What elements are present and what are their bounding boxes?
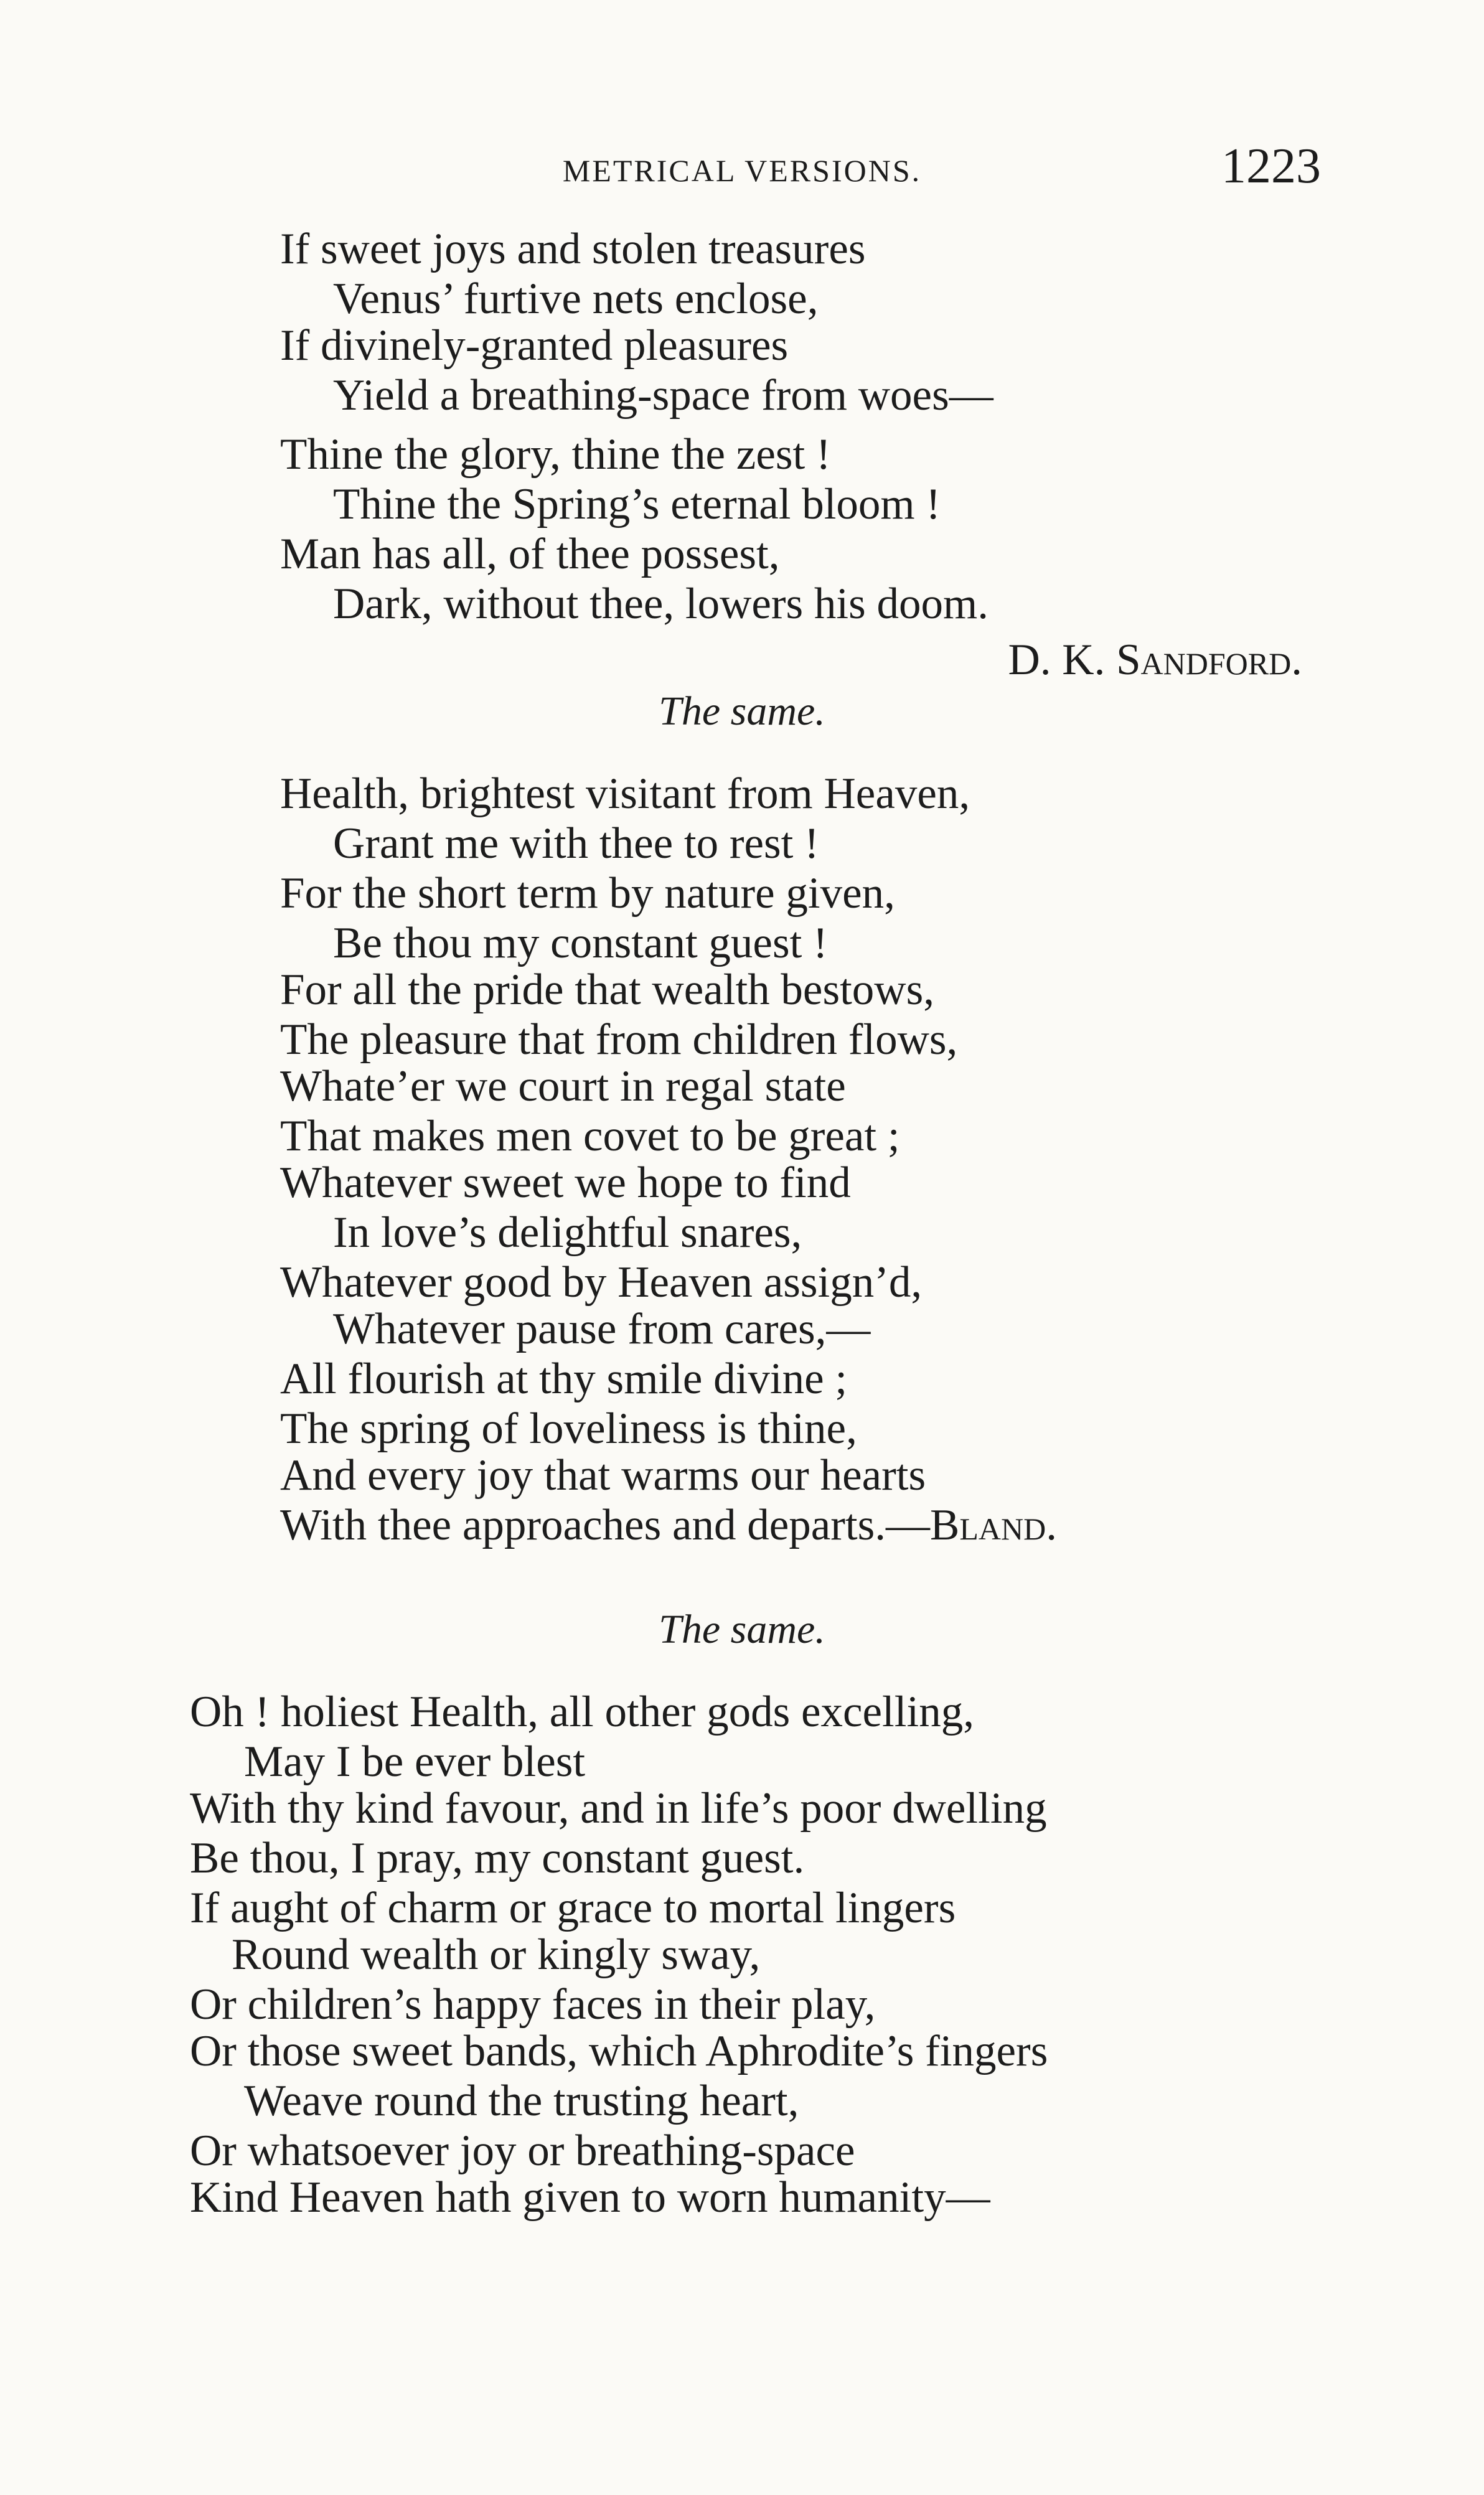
- verse-line: Whatever pause from cares,—: [333, 1305, 871, 1353]
- attribution-bland: Bland.: [930, 1501, 1057, 1549]
- verse-line: With thy kind favour, and in life’s poor dwelling: [190, 1784, 1047, 1833]
- verse-line: Yield a breathing-space from woes—: [333, 371, 993, 420]
- verse-line: May I be ever blest: [244, 1737, 586, 1786]
- verse-line: Oh ! holiest Health, all other gods excelling,: [190, 1688, 974, 1736]
- verse-line: Or children’s happy faces in their play,: [190, 1980, 876, 2029]
- verse-line: If divinely-granted pleasures: [280, 321, 789, 370]
- verse-line: Thine the glory, thine the zest !: [280, 430, 831, 479]
- verse-line: If aught of charm or grace to mortal lingers: [190, 1884, 956, 1932]
- verse-line: The spring of loveliness is thine,: [280, 1404, 857, 1453]
- verse-line: Health, brightest visitant from Heaven,: [280, 769, 970, 818]
- page-number: 1223: [1221, 139, 1321, 194]
- section-heading: The same.: [659, 688, 825, 734]
- verse-line: Whatever sweet we hope to find: [280, 1158, 851, 1207]
- verse-line: Or those sweet bands, which Aphrodite’s fingers: [190, 2027, 1048, 2075]
- verse-line: Whatever good by Heaven assign’d,: [280, 1258, 923, 1307]
- verse-line: Be thou, I pray, my constant guest.: [190, 1834, 805, 1882]
- verse-line: That makes men covet to be great ;: [280, 1112, 900, 1160]
- running-head: METRICAL VERSIONS.: [562, 153, 922, 188]
- section-heading: The same.: [659, 1607, 825, 1652]
- verse-line: Be thou my constant guest !: [333, 919, 828, 967]
- verse-line: In love’s delightful snares,: [333, 1208, 802, 1257]
- verse-line: Weave round the trusting heart,: [244, 2077, 799, 2125]
- verse-line: And every joy that warms our hearts: [280, 1451, 926, 1500]
- verse-line: Round wealth or kingly sway,: [232, 1930, 761, 1979]
- verse-line: If sweet joys and stolen treasures: [280, 225, 866, 273]
- verse-line: Grant me with thee to rest !: [333, 819, 819, 868]
- verse-line-text: With thee approaches and departs.—: [280, 1501, 930, 1549]
- verse-line: All flourish at thy smile divine ;: [280, 1355, 848, 1403]
- verse-line: [280, 1500, 1057, 1550]
- verse-line: Kind Heaven hath given to worn humanity—: [190, 2173, 990, 2222]
- verse-line: Venus’ furtive nets enclose,: [333, 275, 819, 323]
- verse-line: The pleasure that from children flows,: [280, 1015, 958, 1064]
- verse-line: Man has all, of thee possest,: [280, 530, 780, 578]
- verse-line: Whate’er we court in regal state: [280, 1062, 846, 1111]
- verse-line: Thine the Spring’s eternal bloom !: [333, 480, 941, 529]
- verse-line: For the short term by nature given,: [280, 869, 895, 918]
- verse-line: For all the pride that wealth bestows,: [280, 966, 934, 1014]
- verse-line: Or whatsoever joy or breathing-space: [190, 2126, 855, 2175]
- attribution-sandford: D. K. Sandford.: [1008, 636, 1302, 684]
- verse-line: Dark, without thee, lowers his doom.: [333, 580, 989, 628]
